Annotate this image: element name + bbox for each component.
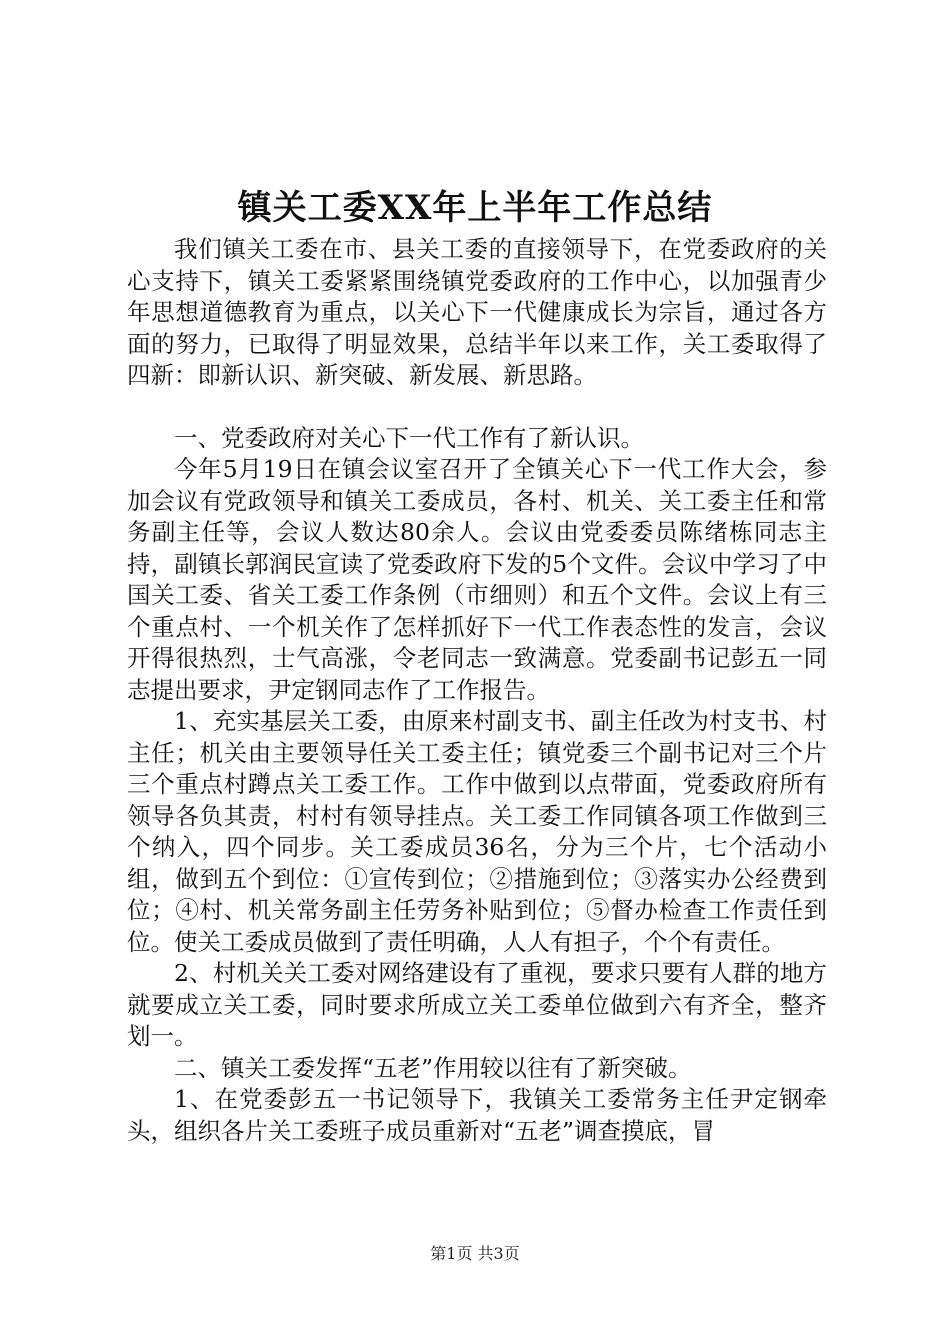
body-paragraph: 2、村机关关工委对网络建设有了重视，要求只要有人群的地方就要成立关工委，同时要求所成立关工委单位做到六有齐全，整齐划一。 [127, 959, 827, 1050]
document-body [127, 234, 827, 1147]
page-footer: 第1页 共3页 [430, 1244, 520, 1263]
intro-paragraph: 我们镇关工委在市、县关工委的直接领导下，在党委政府的关心支持下，镇关工委紧紧围绕镇党委政府的工作中心，以加强青少年思想道德教育为重点，以关心下一代健康成长为宗旨，通过各方面的努力，已取得了明显效果，总结半年以来工作，关工委取得了四新：即新认识、新突破、新发展、新思路。 [127, 235, 827, 389]
body-paragraph: 1、在党委彭五一书记领导下，我镇关工委常务主任尹定钢牵头，组织各片关工委班子成员重新对“五老”调查摸底，冒 [127, 1085, 827, 1145]
section-heading-2: 二、镇关工委发挥“五老”作用较以往有了新突破。 [174, 1053, 692, 1082]
document-title: 镇关工委XX年上半年工作总结 [237, 188, 713, 228]
body-paragraph: 今年5月19日在镇会议室召开了全镇关心下一代工作大会，参加会议有党政领导和镇关工委成员，各村、机关、关工委主任和常务副主任等，会议人数达80余人。会议由党委委员陈绪栋同志主持，副镇长郭润民宣读了党委政府下发的5个文件。会议中学习了中国关工委、省关工委工作条例（市细则）和五个文件。会议上有三个重点村、一个机关作了怎样抓好下一代工作表态性的发言，会议开得很热烈，士气高涨，令老同志一致满意。党委副书记彭五一同志提出要求，尹定钢同志作了工作报告。 [127, 455, 827, 704]
body-paragraph: 1、充实基层关工委，由原来村副支书、副主任改为村支书、村主任；机关由主要领导任关工委主任；镇党委三个副书记对三个片三个重点村蹲点关工委工作。工作中做到以点带面，党委政府所有领导各负其责，村村有领导挂点。关工委工作同镇各项工作做到三个纳入，四个同步。关工委成员36名，分为三个片，七个活动小组，做到五个到位：①宣传到位；②措施到位；③落实办公经费到位；④村、机关常务副主任劳务补贴到位；⑤督办检查工作责任到位。使关工委成员做到了责任明确，人人有担子，个个有责任。 [127, 707, 827, 956]
section-heading-1: 一、党委政府对关心下一代工作有了新认识。 [174, 423, 644, 452]
